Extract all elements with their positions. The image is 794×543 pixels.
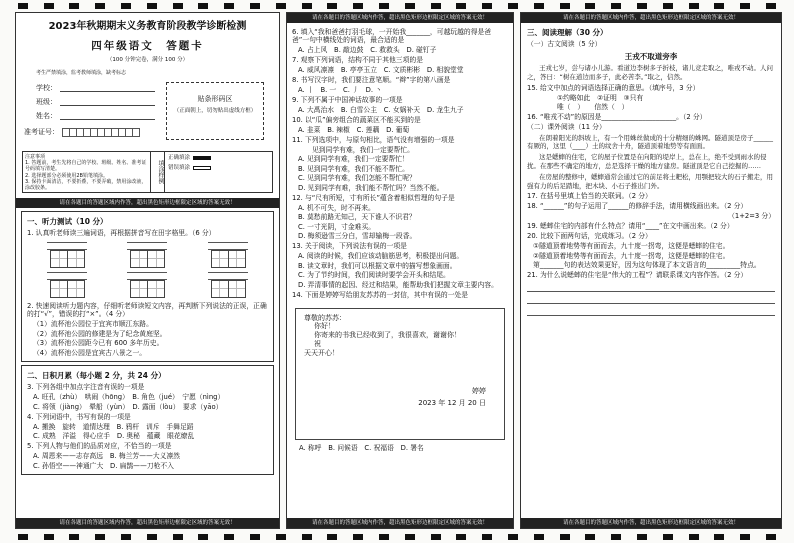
question-12: 12. 与“尺有所短，寸有所长”蕴含着相似哲理的句子是 bbox=[292, 193, 455, 202]
modern-text-p2: 这是蟋蟀的住宅，它的屋子位置是在向阳的堤岸上，总在上，绝不受到雨水的侵扰。在那些不确定的地方，总是选择干燥的地方建房。隧道顶是它自己挖掘的…… bbox=[527, 153, 767, 170]
answer-line[interactable] bbox=[527, 282, 775, 292]
letter-box: 尊敬的苏苏： 你好！ 你寄来的书我已经收到了，我很喜欢，谢谢你！ 祝 天天开心！ 婷婷 2023 年 12 月 20 日 bbox=[295, 308, 505, 440]
question-9: 9. 下列不属于中国神话故事的一项是 bbox=[292, 95, 403, 104]
score-note: （100 分钟完卷，满分 100 分） bbox=[106, 56, 189, 63]
column-middle: 请在各题目的答题区域内作答，超出黑色矩形边框限定区域的答案无效！ 6. 填入“我和爸爸打羽毛球，一开始我_______，可越玩越的得是爸爸”一句中横线处的词语，最合适的是 A. 占上风 B. 敲边鼓 C. 救救头 D. 碰钉子 7. 观察下列词语，结构不同于其他三项的是 A. 威风凛凛 B. 亭亭玉立 C. 文质彬彬 D. 相貌堂堂 8. 书写汉字时，我们要注意笔顺。“辫”字的第八画是 A. 丨 B. 一 C. 丿 D. 丶 9. 下列不属于中国神话故事的一项是 A. 大禹治水 B. 白雪公主 C. 女娲补天 D. 龙生九子 10. 以“瓜”偏旁组合的蔬菜区不能买到的是 A. 韭菜 B. 辣椒 C. 莲藕 D. 葡萄 11. 下列选项中，与原句相比，语气没有增强的一项是 见到同学有难，我们一定要帮忙。 A. 见到同学有难，我们一定要帮忙！ B. 见到同学有难，我们不能不帮忙。 C. 见到同学有难，我们怎能不帮忙呢？ D. 见到同学有难，我们能不帮忙吗？当然不能。 12. 与“尺有所短，寸有所长”蕴含着相似哲理的句子是 A. 机不可失，时不再来。 B. 莫愁前路无知己，天下谁人不识君？ C. 一寸光阴，寸金难买。 D. 梅须逊雪三分白，雪却输梅一段香。 13. 关于阅读，下列说法有误的一项是 A. 阅读的时候，我们应该动脑筋思考，积极提出问题。 B. 读文章时，我们可以根据文章中的描写想象画面。 C. 为了节约时间，我们阅读时要学会开头和结尾。 D. 弄清事情的起因、经过和结果，能帮助我们把握文章主要内容。 14. 下面是婷婷写给朋友苏苏的一封信，其中有误的一处是 尊敬的苏苏： 你好！ 你寄来的书我已经收到了，我很喜欢，谢谢你！ 祝 天天开心！ 婷婷 2023 年 12 月 20 日 A. 称呼 B. 问候语 C. 祝福语 D. 署名 请在各题目的答题区域内作答，超出黑色矩形边框限定区域的答案无效！ bbox=[286, 12, 514, 529]
answer-area-warning: 请在各题目的答题区域内作答，超出黑色矩形边框限定区域的答案无效！ bbox=[16, 198, 279, 208]
column-right: 请在各题目的答题区域内作答，超出黑色矩形边框限定区域的答案无效！ 三、阅读理解（30 分） （一）古文阅读（5 分） 王戎不取道旁李 王戎七岁，尝与诸小儿游。看道边李树多子折枝，诸儿竞走取之，唯戎不动。人问之，答曰：“树在道边而多子，此必苦李。”取之，信然。 15. 给文中加点的词语选择正确的意思。（填序号，3 分） ①约略如此 ②证明 ③只有 唯（ ） 信然（ ） 16. “唯戎不动”的原因是______________________。（2 分） （二）课外阅读（11 分） 在朗着阳光的斜坡上，有一个用蛛丝做成的十分精细的蛛网。隧道顶是房子______有厥的，这里（____）土的纹舍十舟，隧道顶着地势等有面面。 这是蟋蟀的住宅，它的屋子位置是在向阳的堤岸上，总在上，绝不受到雨水的侵扰。在那些不确定的地方，总是选择干燥的地方建房。隧道顶是它自己挖掘的…… 在房屋的整修中，蟋蟀通常会通过它的前足将土耙松，用颚把较大的石子搬走，用强有力的后足踏地，把木块、小石子推出门外。 17. 在括号里填上恰当的关联词。（2 分） 18. “______”的句子运用了______的修辞手法，请用横线画出来。（2 分） （1+2=3 分） 19. 蟋蟀住宅的内部有什么特点？请用“____”在文中画出来。（2 分） 20. 比较下面两句话，完成练习。（2 分） ①隧道顶着地势等有面而去，九十度一拐弯，这便是蟋蟀的住宅。 ②隧道顶着地势等有面而去，九十度一拐弯，这便是蟋蟀的住宅。 第_______句的表达效果更好，因为这句体现了本文语言的__________特点。 21. 为什么说蟋蟀的住宅是“伟大的工程”？请联系课文内容作答。（2 分） 请在各题目的答题区域内作答，超出黑色矩形边框限定区域的答案无效！ bbox=[520, 12, 782, 529]
question-6: 6. 填入“我和爸爸打羽毛球，一开始我_______，可越玩越的得是爸爸”一句中横线处的词语，最合适的是 bbox=[292, 27, 492, 44]
class-field[interactable]: 班级： bbox=[36, 98, 155, 107]
question-13: 13. 关于阅读，下列说法有误的一项是 bbox=[292, 242, 407, 251]
classical-text: 王戎七岁，尝与诸小儿游。看道边李树多子折枝，诸儿竞走取之，唯戎不动。人问之，答曰：“树在道边而多子，此必苦李。”取之，信然。 bbox=[527, 64, 773, 81]
absence-hint: 考生严禁填涂，监考教师填涂，缺考标志 bbox=[36, 69, 127, 76]
answer-area-warning-top: 请在各题目的答题区域内作答，超出黑色矩形边框限定区域的答案无效！ bbox=[521, 13, 781, 23]
card-title: 四年级语文 答题卡 bbox=[91, 39, 204, 52]
question-16: 16. “唯戎不动”的原因是______________________。（2 分） bbox=[527, 113, 707, 122]
tianzige-row-1 bbox=[27, 242, 268, 268]
candidate-info bbox=[16, 82, 279, 147]
answer-area-warning-bottom: 请在各题目的答题区域内作答，超出黑色矩形边框限定区域的答案无效！ bbox=[287, 518, 513, 528]
question-18: 18. “______”的句子运用了______的修辞手法，请用横线画出来。（2 分） bbox=[527, 202, 748, 211]
name-field[interactable]: 姓名： bbox=[36, 112, 155, 121]
question-17: 17. 在括号里填上恰当的关联词。（2 分） bbox=[527, 192, 652, 201]
answer-line[interactable] bbox=[527, 306, 775, 316]
instructions-box: 注意事项 1. 答题前，考生先将自己的学校、班级、姓名、准考证号码填写清楚。 2. 选择题部分必须使用2B铅笔填涂。 3. 保持卡面清洁，不要折叠，不要弄破，禁用涂改液，涂改胶条。 填涂样例 正确填涂 错误填涂 bbox=[22, 151, 273, 193]
school-field[interactable]: 学校： bbox=[36, 84, 155, 93]
column-left bbox=[15, 12, 280, 529]
modern-text-p3: 在房屋的整修中，蟋蟀通常会通过它的前足将土耙松，用颚把较大的石子搬走，用强有力的后足踏地，把木块、小石子推出门外。 bbox=[527, 172, 773, 190]
answer-area-warning-top: 请在各题目的答题区域内作答，超出黑色矩形边框限定区域的答案无效！ bbox=[287, 13, 513, 23]
question-19: 19. 蟋蟀住宅的内部有什么特点？请用“____”在文中画出来。（2 分） bbox=[527, 222, 734, 231]
question-21: 21. 为什么说蟋蟀的住宅是“伟大的工程”？请联系课文内容作答。（2 分） bbox=[527, 271, 748, 280]
alignment-markers-bottom bbox=[0, 531, 794, 543]
id-field[interactable]: 准考证号： bbox=[24, 128, 139, 137]
question-10: 10. 以“瓜”偏旁组合的蔬菜区不能买到的是 bbox=[292, 115, 421, 124]
answer-area-warning-bottom: 请在各题目的答题区域内作答，超出黑色矩形边框限定区域的答案无效！ bbox=[521, 518, 781, 528]
barcode-sticker-area: 贴条形码区 （正面朝上，切勿贴出虚线方框） bbox=[166, 82, 264, 140]
question-15: 15. 给文中加点的词语选择正确的意思。（填序号，3 分） bbox=[527, 83, 700, 92]
tianzige-row-2 bbox=[27, 272, 268, 298]
question-8: 8. 书写汉字时，我们要注意笔顺。“辫”字的第八画是 bbox=[292, 75, 451, 84]
answer-area-warning-bottom: 请在各题目的答题区域内作答，超出黑色矩形边框限定区域的答案无效！ bbox=[16, 518, 279, 528]
question-7: 7. 观察下列词语，结构不同于其他三项的是 bbox=[292, 55, 423, 64]
question-20: 20. 比较下面两句话，完成练习。（2 分） bbox=[527, 232, 652, 241]
answer-line[interactable] bbox=[527, 294, 775, 304]
alignment-markers-top bbox=[0, 0, 794, 12]
question-14: 14. 下面是婷婷写给朋友苏苏的一封信，其中有误的一处是 bbox=[292, 290, 469, 299]
exam-title: 2023年秋期期末义务教育阶段教学诊断检测 bbox=[48, 21, 247, 32]
modern-text-p1: 在朗着阳光的斜坡上，有一个用蛛丝做成的十分精细的蛛网。隧道顶是房子______有厥的，这里（____）土的纹舍十舟，隧道顶着地势等有面面。 bbox=[527, 133, 773, 151]
listening-section: 一、听力测试（10 分） 1. 认真听老师读三遍词语，再根据拼音写在田字格里。（6 分） 2. 快速阅读听力题内容，仔细听老师读短文内容，再判断下列说法的正误，正确的打“√”，错误的打“×”。（4 分） （1）流杯池公园位于宜宾市顺江东路。 （2）流杯池公园的修建是为了纪念黄庭坚。 （3）流杯池公园距今已有 600 多年历史。 （4）流杯池公园是宜宾古八景之一。 bbox=[21, 211, 274, 362]
accumulation-section: 二、日积月累（每小题 2 分，共 24 分） 3. 下列各组中加点字注音有误的一项是 A. 旺孔（zhù） 哄闹（hōng） B. 角色（jué） 宁愿（nìng） C. 将领（jiàng） 晕船（yùn） D. 露面（lòu） 要求（yāo） 4. 下列词语中，书写有误的一项是 A. 搬换 旋转 道情达理 B. 鸦杆 训斥 手舞足蹈 C. 成熟 洋溢 得心应手 D. 奥秘 蕴藏 眼花缭乱 5. 下列人物与他们的品质对应，不恰当的一项是 A. 周恩来——志存高远 B. 梅兰芳——大义凛然 C. 孙悟空——神通广大 D. 扁鹊——刀枪不入 bbox=[21, 365, 274, 475]
question-11: 11. 下列选项中，与原句相比，语气没有增强的一项是 bbox=[292, 135, 455, 144]
poem-title: 王戎不取道旁李 bbox=[624, 51, 678, 61]
